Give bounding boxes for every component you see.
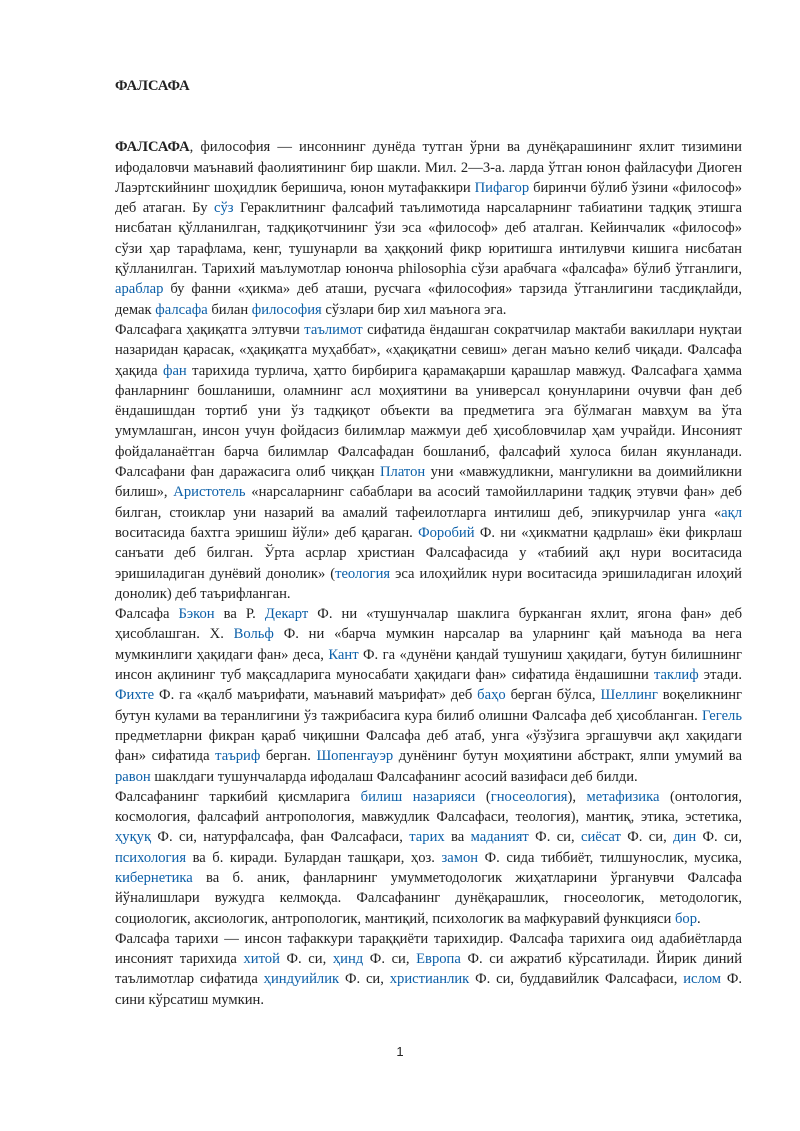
paragraph-text: Ф. си ажратиб кўрсатилади. Йирик диний таълимотлар сифатида bbox=[115, 951, 743, 988]
title-spacer bbox=[115, 96, 742, 137]
paragraph-text: Ф. ни «барча мумкин нарсалар ва уларнинг қай маънода ва нега мумкинлиги ҳақидаги фан» деса, bbox=[115, 626, 742, 663]
paragraph-text: дунёнинг бутун моҳиятини абстракт, ялпи умумий ва bbox=[393, 748, 742, 765]
term-link[interactable]: ақл bbox=[721, 504, 742, 521]
term-link[interactable]: Аристотель bbox=[173, 484, 246, 501]
term-link[interactable]: тарих bbox=[409, 829, 445, 846]
term-link[interactable]: ислом bbox=[683, 971, 722, 988]
paragraph-text: ), bbox=[567, 788, 587, 805]
paragraph-text: билан bbox=[207, 301, 252, 318]
term-link[interactable]: сўз bbox=[214, 200, 234, 217]
term-link[interactable]: таълимот bbox=[304, 321, 363, 338]
paragraph-text: Ф. си, bbox=[363, 951, 417, 968]
paragraph-text: , философия — инсоннинг дунёда тутган ўрни ва дунёқарашининг яхлит тизимини ифодаловчи маънавий фаолиятининг бир шакли. Мил. 2—3-а. ларда ўтган юнон файласуфи Диоген Лаэртскийнинг шоҳидлик беришича, юнон мутафаккири bbox=[115, 139, 742, 196]
term-link[interactable]: Шеллинг bbox=[600, 687, 658, 704]
term-link[interactable]: сиёсат bbox=[581, 829, 621, 846]
paragraph-text: Ф. си, буддавийлик Фалсафаси, bbox=[469, 971, 684, 988]
term-link[interactable]: Декарт bbox=[264, 606, 309, 623]
term-link[interactable]: таъриф bbox=[215, 748, 261, 765]
paragraph-text: шаклдаги тушунчаларда ифодалаш Фалсафанинг асосий вазифаси деб билди. bbox=[150, 768, 638, 785]
document-page bbox=[115, 76, 742, 1010]
paragraph-text: ( bbox=[475, 788, 491, 805]
paragraph-text: Ф. га «қалб маърифати, маънавий маърифат» деб bbox=[154, 687, 478, 704]
paragraph-text: сўзлари бир хил маънога эга. bbox=[321, 301, 507, 318]
term-link[interactable]: Пифагор bbox=[474, 179, 530, 196]
paragraph-text: тарихида турлича, ҳатто бирбирига қарамақарши қарашлар мавжуд. Фалсафага ҳамма фанларнинг бошланиши, оламнинг асл моҳиятини ва универсал қонунларини очувчи фан деб ёндашишдан тортиб уни ўз тадқиқот объекти ва предметига эга бўлмаган мавҳум ва ўта умумлашган, инсон учун фойдасиз билимлар мажмуи деб ҳисобловчилар ҳам учрайди. Инсоният фойдаланаётган барча билимлар Фалсафадан бошланиб, фалсафий хулоса билан якунланади. Фалсафани фан даражасига олиб чиққан bbox=[115, 362, 742, 481]
article-paragraph bbox=[115, 929, 742, 1010]
paragraph-text: ва б. киради. Булардан ташқари, ҳоз. bbox=[186, 849, 442, 866]
document-title: ФАЛСАФА bbox=[115, 78, 190, 94]
term-link[interactable]: ҳуқуқ bbox=[115, 829, 152, 846]
article-paragraph bbox=[115, 787, 742, 929]
paragraph-text: эса илоҳийлик нури воситасида эришиладиган илоҳий донолик) деб таърифланган. bbox=[115, 565, 742, 602]
term-link[interactable]: психология bbox=[115, 849, 187, 866]
term-link[interactable]: метафизика bbox=[586, 788, 660, 805]
term-link[interactable]: христианлик bbox=[389, 971, 470, 988]
article-paragraph bbox=[115, 320, 742, 604]
term-link[interactable]: Форобий bbox=[418, 524, 475, 541]
term-link[interactable]: араблар bbox=[115, 281, 164, 298]
term-link[interactable]: маданият bbox=[470, 829, 529, 846]
term-link[interactable]: замон bbox=[441, 849, 479, 866]
term-link[interactable]: ҳинд bbox=[332, 951, 364, 968]
term-link[interactable]: Бэкон bbox=[178, 606, 215, 623]
paragraph-text: этади. bbox=[698, 667, 742, 684]
paragraph-text: Ф. си, bbox=[528, 829, 581, 846]
paragraph-text: сифатида ёндашган сократчилар мактаби вакиллари нуқтаи назаридан қарасак, «ҳақиқатга муҳаббат», «ҳақиқатни севиш» деган маъно келиб чиқади. Фалсафа ҳақида bbox=[115, 321, 742, 379]
term-link[interactable]: Платон bbox=[380, 464, 426, 481]
term-link[interactable]: хитой bbox=[243, 951, 280, 968]
paragraph-text: уни «мавжудликни, мангуликни ва доимийликни билиш», bbox=[115, 464, 742, 501]
term-link[interactable]: бор bbox=[674, 910, 698, 927]
paragraph-text: Ф. си, bbox=[620, 829, 674, 846]
paragraph-text: Фалсафа bbox=[115, 606, 179, 623]
term-link[interactable]: фан bbox=[163, 362, 187, 379]
term-link[interactable]: таклиф bbox=[654, 667, 699, 684]
paragraph-text: предметларни фикран қараб чиқишни Фалсафа деб атаб, унга «ўзўзига эргашувчи ақл хақидаги фан» сифатида bbox=[115, 727, 742, 765]
term-link[interactable]: билиш назарияси bbox=[360, 788, 476, 805]
term-link[interactable]: равон bbox=[115, 768, 151, 785]
term-link[interactable]: баҳо bbox=[477, 687, 506, 704]
article-paragraph bbox=[115, 137, 742, 320]
paragraph-text: Ф. га «дунёни қандай тушуниш ҳақидаги, бутун билишнинг инсон ақлининг туб мақсадларига муносабати ҳақидаги фан» сифатида ёндашишни bbox=[115, 646, 742, 684]
paragraph-text: Ф. сини кўрсатиш мумкин. bbox=[115, 971, 743, 1008]
paragraph-text: ва б. аник, фанларнинг умумметодологик жиҳатларини ўрганувчи Фалсафа йўналишлари вужудга келмоқда. Фалсафанинг дунёқарашлик, гносеологик, методологик, социологик, аксиологик, антропологик, мантиқий, психологик ва мафкуравий функцияси bbox=[115, 869, 742, 927]
paragraph-text: Гераклитнинг фалсафий таълимотида нарсаларнинг табиатини тадқиқ этишга нисбатан қўлланилган, тадқиқотчининг ўзи эса «философ» деб аталган. Кейинчалик «философ» сўзи ҳар тарафлама, кенг, тушунарли ва ҳаққоний фикр юритишга интилувчи кишига нисбатан қўлланилган. Тарихий маълумотлар юнонча philosophia сўзи арабчага «фалсафа» бўлиб ўтганлиги, bbox=[115, 200, 742, 278]
paragraph-text: Ф. ни «ҳикматни қадрлаш» ёки фикрлаш санъати деб билган. Ўрта асрлар христиан Фалсафасида у «табиий ақл нури воситасида эришиладиган дунёвий донолик» ( bbox=[115, 524, 742, 582]
paragraph-text: Ф. си, bbox=[696, 829, 742, 846]
paragraph-text: Ф. си, натурфалсафа, фан Фалсафаси, bbox=[151, 829, 410, 846]
term-link[interactable]: Гегель bbox=[701, 707, 742, 724]
paragraph-text: берган. bbox=[260, 748, 317, 765]
term-link[interactable]: теология bbox=[335, 565, 391, 582]
paragraph-text: Ф. си, bbox=[279, 951, 333, 968]
term-link[interactable]: философия bbox=[251, 301, 322, 318]
term-link[interactable]: дин bbox=[673, 829, 697, 846]
paragraph-text: бу фанни «ҳикма» деб аташи, русчага «философия» тарзида ўтганлигини тасдиқлайди, демак bbox=[115, 281, 742, 318]
paragraph-text: ва Р. bbox=[214, 606, 265, 623]
paragraph-text: Фалсафага ҳақиқатга элтувчи bbox=[115, 321, 305, 338]
paragraph-text: Ф. ни «тушунчалар шаклига бурканган яхлит, ягона фан» деб ҳисоблашган. Х. bbox=[115, 606, 742, 643]
paragraph-text: Фалсафа тарихи — инсон тафаккури тараққиёти тарихидир. Фалсафа тарихига оид адабиётларда инсоният тарихида bbox=[115, 930, 742, 968]
paragraph-text: . bbox=[697, 910, 701, 927]
article-body bbox=[115, 137, 742, 1010]
term-headword: ФАЛСАФА bbox=[115, 139, 190, 156]
page-number: 1 bbox=[396, 1044, 404, 1059]
term-link[interactable]: Фихте bbox=[115, 687, 155, 704]
term-link[interactable]: Шопенгауэр bbox=[316, 748, 394, 765]
paragraph-text: ва bbox=[444, 829, 471, 846]
term-link[interactable]: Кант bbox=[328, 646, 359, 663]
paragraph-text: «нарсаларнинг сабаблари ва асосий тамойилларини тадқиқ этувчи фан» деб билган, стоиклар уни назарий ва амалий тафеилотларга интилиш деб, эпикурчилар унга « bbox=[115, 484, 742, 521]
article-paragraph bbox=[115, 604, 742, 787]
paragraph-text: воситасида бахтга эришиш йўли» деб қараган. bbox=[115, 524, 419, 541]
term-link[interactable]: фалсафа bbox=[155, 301, 208, 318]
paragraph-text: Ф. сида тиббиёт, тилшунослик, мусика, bbox=[478, 849, 742, 866]
paragraph-text: (онтология, космология, фалсафий антропология, мавжудлик Фалсафаси, теология), мантиқ, этика, эстетика, bbox=[115, 788, 742, 826]
paragraph-text: Ф. си, bbox=[339, 971, 390, 988]
paragraph-text: воқеликнинг бутун кулами ва теранлигини ўз тажрибасига кура билиб олишни Фалсафа деб ҳисобланган. bbox=[115, 687, 743, 724]
term-link[interactable]: гносеология bbox=[490, 788, 568, 805]
term-link[interactable]: ҳиндуийлик bbox=[263, 971, 340, 988]
paragraph-text: Фалсафанинг таркибий қисмларига bbox=[115, 788, 361, 805]
paragraph-text: биринчи бўлиб ўзини «философ» деб атаган. Бу bbox=[115, 179, 742, 217]
term-link[interactable]: кибернетика bbox=[115, 869, 193, 886]
term-link[interactable]: Вольф bbox=[233, 626, 274, 643]
paragraph-text: берган бўлса, bbox=[505, 687, 601, 704]
term-link[interactable]: Европа bbox=[416, 951, 461, 968]
